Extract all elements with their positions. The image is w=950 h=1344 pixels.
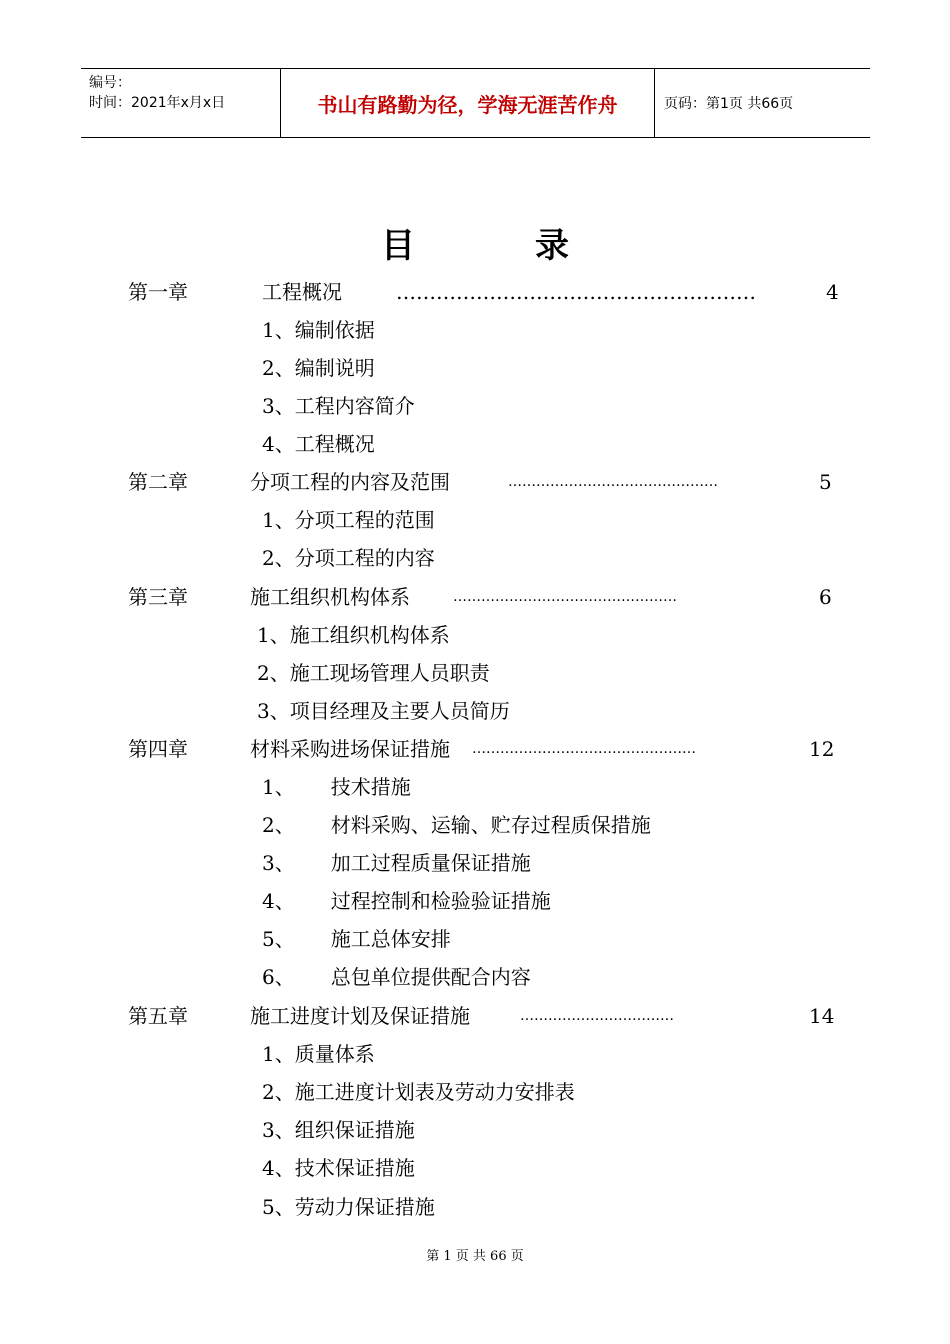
section-number: 3、 <box>262 851 295 875</box>
chapter-label: 第二章 <box>128 470 188 494</box>
number-label: 编号： <box>89 75 131 91</box>
chapter-page: 5 <box>819 470 832 494</box>
header-table <box>81 68 870 138</box>
chapter-title: 施工组织机构体系 <box>250 585 410 609</box>
chapter-dots: …………………………… <box>520 1008 674 1024</box>
toc-section: 1、施工组织机构体系 <box>257 623 450 647</box>
time-label: 时间：2021年x月x日 <box>89 95 226 111</box>
section-title: 施工总体安排 <box>330 927 451 951</box>
section-title: 材料采购、运输、贮存过程质保措施 <box>330 813 651 837</box>
toc-section <box>262 920 451 958</box>
toc-section: 2、编制说明 <box>262 356 375 380</box>
section-title: 总包单位提供配合内容 <box>330 965 531 989</box>
toc-section <box>262 806 651 844</box>
chapter-title: 材料采购进场保证措施 <box>250 737 450 761</box>
toc-chapter-3 <box>128 578 848 616</box>
chapter-label: 第五章 <box>128 1004 188 1028</box>
section-number: 5、 <box>262 927 295 951</box>
chapter-title: 工程概况 <box>262 280 342 304</box>
toc-section: 1、质量体系 <box>262 1042 375 1066</box>
toc-chapter-4 <box>128 730 848 768</box>
toc-section: 1、编制依据 <box>262 318 375 342</box>
chapter-label: 第三章 <box>128 585 188 609</box>
toc-chapter-2 <box>128 463 848 501</box>
section-number: 1、 <box>262 775 295 799</box>
toc-section: 4、工程概况 <box>262 432 375 456</box>
toc-section: 1、分项工程的范围 <box>262 508 435 532</box>
chapter-dots: ……………………………………………… <box>396 280 756 304</box>
chapter-page: 12 <box>809 737 835 761</box>
toc-section: 2、分项工程的内容 <box>262 546 435 570</box>
toc-chapter-5 <box>128 997 848 1035</box>
section-number: 2、 <box>262 813 295 837</box>
header-motto: 书山有路勤为径，学海无涯苦作舟 <box>281 69 655 137</box>
section-title: 过程控制和检验验证措施 <box>330 889 551 913</box>
toc-section: 5、劳动力保证措施 <box>262 1195 435 1219</box>
toc-section: 2、施工进度计划表及劳动力安排表 <box>262 1080 575 1104</box>
page-footer: 第 1 页 共 66 页 <box>426 1249 524 1264</box>
toc-section <box>262 844 531 882</box>
toc-title: 目录 <box>381 226 689 266</box>
chapter-label: 第一章 <box>128 280 188 304</box>
toc-chapter-1 <box>128 273 848 311</box>
toc-section <box>262 882 551 920</box>
toc-section: 4、技术保证措施 <box>262 1156 415 1180</box>
section-title: 加工过程质量保证措施 <box>330 851 531 875</box>
toc-section <box>262 958 531 996</box>
chapter-dots: ………………………………………… <box>453 589 677 605</box>
section-number: 4、 <box>262 889 295 913</box>
chapter-title: 施工进度计划及保证措施 <box>250 1004 470 1028</box>
chapter-page: 14 <box>809 1004 835 1028</box>
section-number: 6、 <box>262 965 295 989</box>
toc-section <box>262 768 411 806</box>
chapter-page: 6 <box>819 585 832 609</box>
chapter-dots: ……………………………………… <box>508 474 718 490</box>
chapter-page: 4 <box>826 280 839 304</box>
header-page-info: 页码：第1页 共66页 <box>664 96 794 112</box>
toc-section: 3、项目经理及主要人员简历 <box>257 699 510 723</box>
toc-section: 3、组织保证措施 <box>262 1118 415 1142</box>
chapter-title: 分项工程的内容及范围 <box>250 470 450 494</box>
header-left-cell <box>81 69 281 137</box>
toc-section: 2、施工现场管理人员职责 <box>257 661 490 685</box>
section-title: 技术措施 <box>330 775 411 799</box>
chapter-label: 第四章 <box>128 737 188 761</box>
toc-section: 3、工程内容简介 <box>262 394 415 418</box>
chapter-dots: ………………………………………… <box>472 741 696 757</box>
